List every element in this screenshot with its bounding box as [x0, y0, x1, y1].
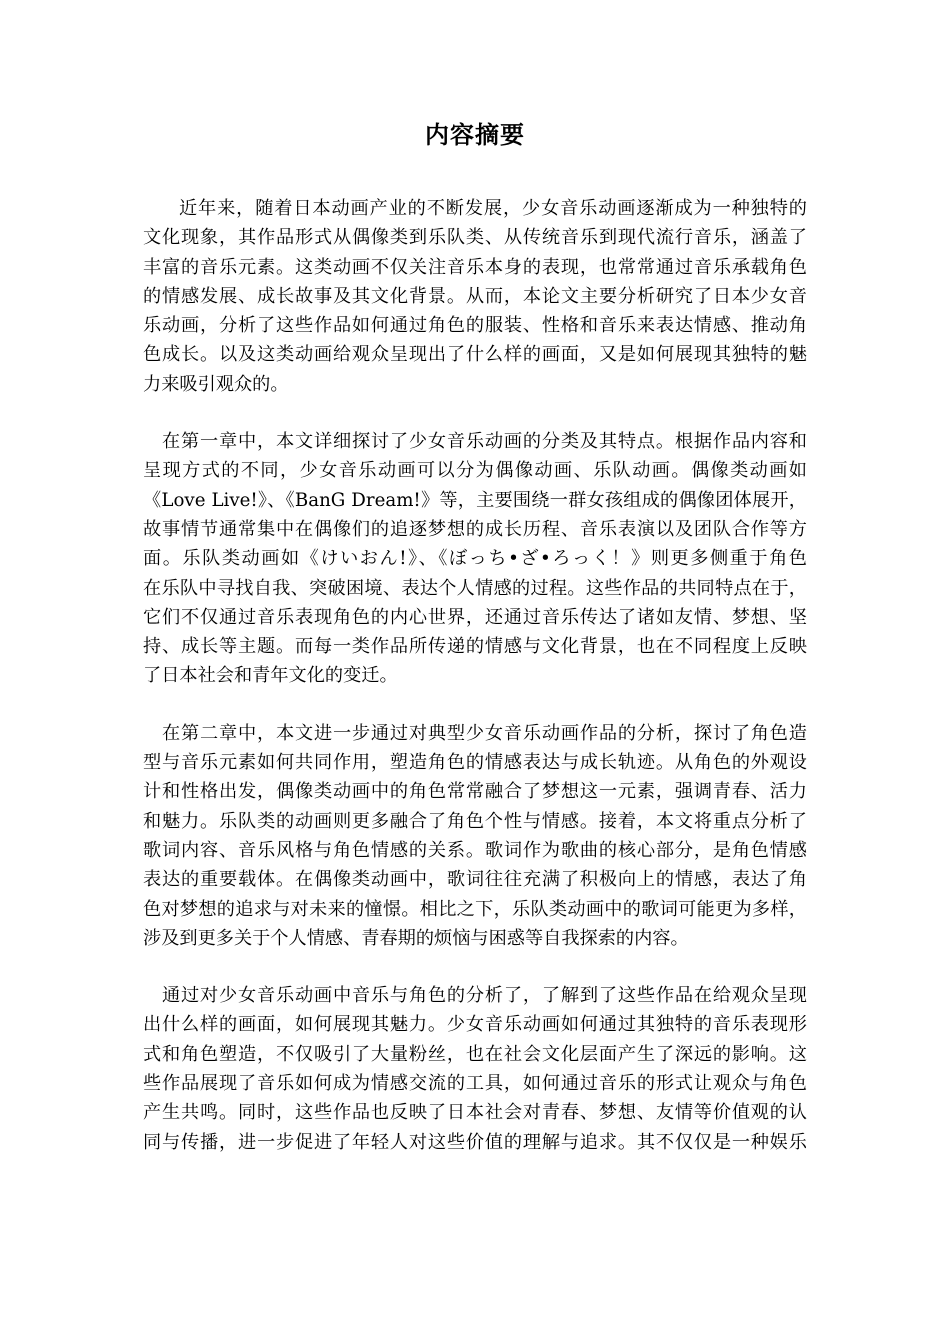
- text-line: 同与传播，进一步促进了年轻人对这些价值的理解与追求。其不仅仅是一种娱乐: [143, 1131, 807, 1153]
- text-line: 色成长。以及这类动画给观众呈现出了什么样的画面，又是如何展现其独特的魅: [143, 344, 807, 366]
- text-line: 它们不仅通过音乐表现角色的内心世界，还通过音乐传达了诸如友情、梦想、坚: [143, 606, 807, 628]
- text-line: 在乐队中寻找自我、突破困境、表达个人情感的过程。这些作品的共同特点在于，: [143, 577, 807, 599]
- text-line: 通过对少女音乐动画中音乐与角色的分析了，了解到了这些作品在给观众呈现: [162, 985, 807, 1007]
- text-line: 《Love Live!》、《BanG Dream!》等，主要围绕一群女孩组成的偶像团体展开，: [143, 489, 807, 511]
- text-line: 的情感发展、成长故事及其文化背景。从而，本论文主要分析研究了日本少女音: [143, 285, 807, 307]
- text-line: 力来吸引观众的。: [143, 373, 289, 395]
- text-line: 出什么样的画面，如何展现其魅力。少女音乐动画如何通过其独特的音乐表现形: [143, 1014, 807, 1036]
- text-line: 在第一章中，本文详细探讨了少女音乐动画的分类及其特点。根据作品内容和: [162, 431, 807, 453]
- text-line: 持、成长等主题。而每一类作品所传递的情感与文化背景，也在不同程度上反映: [143, 636, 807, 658]
- text-line: 乐动画，分析了这些作品如何通过角色的服装、性格和音乐来表达情感、推动角: [143, 315, 807, 337]
- text-line: 呈现方式的不同，少女音乐动画可以分为偶像动画、乐队动画。偶像类动画如: [143, 460, 807, 482]
- text-line: 色对梦想的追求与对未来的憧憬。相比之下，乐队类动画中的歌词可能更为多样，: [143, 898, 807, 920]
- text-line: 故事情节通常集中在偶像们的追逐梦想的成长历程、音乐表演以及团队合作等方: [143, 518, 807, 540]
- abstract-body: [143, 194, 807, 1185]
- paragraph-4: [143, 981, 807, 1157]
- text-line: 面。乐队类动画如《けいおん!》、《ぼっち•ざ•ろっく！》则更多侧重于角色: [143, 548, 807, 570]
- text-line: 涉及到更多关于个人情感、青春期的烦恼与困惑等自我探索的内容。: [143, 927, 689, 949]
- text-line: 和魅力。乐队类的动画则更多融合了角色个性与情感。接着，本文将重点分析了: [143, 810, 807, 832]
- text-line: 型与音乐元素如何共同作用，塑造角色的情感表达与成长轨迹。从角色的外观设: [143, 752, 807, 774]
- text-line: 表达的重要载体。在偶像类动画中，歌词往往充满了积极向上的情感，表达了角: [143, 869, 807, 891]
- text-line: 些作品展现了音乐如何成为情感交流的工具，如何通过音乐的形式让观众与角色: [143, 1073, 807, 1095]
- text-line: 丰富的音乐元素。这类动画不仅关注音乐本身的表现，也常常通过音乐承载角色: [143, 256, 807, 278]
- paragraph-3: [143, 719, 807, 953]
- paragraph-2: [143, 427, 807, 691]
- paragraph-1: [143, 194, 807, 399]
- text-line: 文化现象，其作品形式从偶像类到乐队类、从传统音乐到现代流行音乐，涵盖了: [143, 227, 807, 249]
- text-line: 在第二章中，本文进一步通过对典型少女音乐动画作品的分析，探讨了角色造: [162, 722, 807, 744]
- text-line: 式和角色塑造，不仅吸引了大量粉丝，也在社会文化层面产生了深远的影响。这: [143, 1043, 807, 1065]
- text-line: 歌词内容、音乐风格与角色情感的关系。歌词作为歌曲的核心部分，是角色情感: [143, 839, 807, 861]
- text-line: 近年来，随着日本动画产业的不断发展，少女音乐动画逐渐成为一种独特的: [179, 198, 807, 219]
- text-line: 计和性格出发，偶像类动画中的角色常常融合了梦想这一元素，强调青春、活力: [143, 781, 807, 803]
- text-line: 了日本社会和青年文化的变迁。: [143, 665, 398, 687]
- text-line: 产生共鸣。同时，这些作品也反映了日本社会对青春、梦想、友情等价值观的认: [143, 1102, 807, 1124]
- page-title: 内容摘要: [425, 121, 525, 149]
